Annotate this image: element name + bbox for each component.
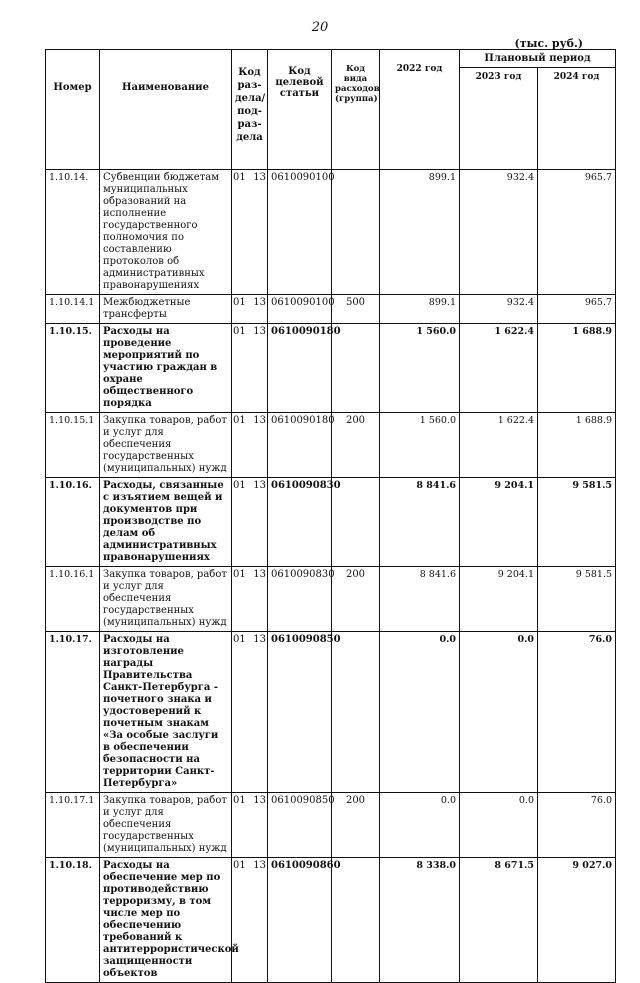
header-razdel: Код раз-дела/ под-раз-дела (232, 50, 268, 170)
row-name: Закупка товаров, работ и услуг для обеспечения государственных (муниципальных) нужд (100, 413, 232, 478)
header-plan-period: Плановый период (460, 50, 616, 68)
row-razdel-code (232, 567, 268, 632)
row-razdel-code (232, 413, 268, 478)
row-target-article: 0610090180 (268, 324, 332, 413)
row-value-2023: 932.4 (460, 170, 538, 295)
row-name: Межбюджетные трансферты (100, 295, 232, 324)
header-year-2022: 2022 год (380, 50, 460, 170)
row-podrazdel: 13 (253, 634, 266, 645)
row-value-2023: 1 622.4 (460, 324, 538, 413)
row-target-article: 0610090830 (268, 567, 332, 632)
row-podrazdel: 13 (253, 172, 266, 183)
table-row (46, 170, 616, 295)
row-number: 1.10.17.1 (46, 793, 100, 858)
header-target-article: Код целевой статьи (268, 50, 332, 170)
header-number: Номер (46, 50, 100, 170)
row-podrazdel: 13 (253, 860, 266, 871)
row-expense-type (332, 858, 380, 983)
row-name: Закупка товаров, работ и услуг для обеспечения государственных (муниципальных) нужд (100, 567, 232, 632)
row-razdel: 01 (233, 326, 246, 337)
table-row (46, 567, 616, 632)
row-target-article: 0610090850 (268, 793, 332, 858)
row-name: Закупка товаров, работ и услуг для обеспечения государственных (муниципальных) нужд (100, 793, 232, 858)
row-value-2024: 965.7 (538, 170, 616, 295)
row-expense-type (332, 170, 380, 295)
row-value-2022: 8 841.6 (380, 478, 460, 567)
row-value-2023: 932.4 (460, 295, 538, 324)
row-number: 1.10.17. (46, 632, 100, 793)
row-expense-type: 500 (332, 295, 380, 324)
row-value-2023: 9 204.1 (460, 567, 538, 632)
header-year-2024: 2024 год (538, 68, 616, 170)
row-razdel: 01 (233, 860, 246, 871)
row-name: Расходы на изготовление награды Правительства Санкт-Петербурга - почетного знака и удостоверений к почетным знакам «За особые заслуги в обеспечении безопасности на территории Санкт-Петербурга» (100, 632, 232, 793)
row-razdel-code (232, 632, 268, 793)
row-name: Субвенции бюджетам муниципальных образований на исполнение государственного полномочия по составлению протоколов об административных правонарушениях (100, 170, 232, 295)
row-value-2023: 9 204.1 (460, 478, 538, 567)
header-name: Наименование (100, 50, 232, 170)
row-target-article: 0610090180 (268, 413, 332, 478)
row-podrazdel: 13 (253, 795, 266, 806)
row-podrazdel: 13 (253, 569, 266, 580)
units-label: (тыс. руб.) (514, 37, 583, 50)
row-razdel-code (232, 295, 268, 324)
budget-table (45, 49, 616, 983)
row-value-2023: 0.0 (460, 793, 538, 858)
row-value-2023: 1 622.4 (460, 413, 538, 478)
row-expense-type (332, 632, 380, 793)
header-year-2023: 2023 год (460, 68, 538, 170)
row-number: 1.10.16. (46, 478, 100, 567)
row-value-2022: 899.1 (380, 295, 460, 324)
row-razdel: 01 (233, 297, 246, 308)
row-razdel-code (232, 793, 268, 858)
table-row (46, 413, 616, 478)
row-podrazdel: 13 (253, 326, 266, 337)
row-name: Расходы на обеспечение мер по противодействию терроризму, в том числе мер по обеспечению требований к антитеррористической защищенности объектов (100, 858, 232, 983)
row-number: 1.10.14. (46, 170, 100, 295)
row-value-2022: 899.1 (380, 170, 460, 295)
row-value-2022: 1 560.0 (380, 413, 460, 478)
row-expense-type: 200 (332, 567, 380, 632)
row-value-2024: 965.7 (538, 295, 616, 324)
row-value-2024: 1 688.9 (538, 413, 616, 478)
row-value-2022: 8 841.6 (380, 567, 460, 632)
table-row (46, 632, 616, 793)
row-razdel: 01 (233, 634, 246, 645)
row-expense-type: 200 (332, 413, 380, 478)
row-number: 1.10.16.1 (46, 567, 100, 632)
row-razdel-code (232, 858, 268, 983)
row-value-2022: 8 338.0 (380, 858, 460, 983)
row-podrazdel: 13 (253, 415, 266, 426)
row-razdel-code (232, 478, 268, 567)
row-razdel: 01 (233, 480, 246, 491)
table-row (46, 478, 616, 567)
row-podrazdel: 13 (253, 480, 266, 491)
row-target-article: 0610090830 (268, 478, 332, 567)
row-number: 1.10.18. (46, 858, 100, 983)
row-razdel: 01 (233, 172, 246, 183)
page-number: 20 (311, 20, 329, 35)
row-target-article: 0610090100 (268, 170, 332, 295)
row-value-2024: 9 581.5 (538, 478, 616, 567)
row-number: 1.10.15. (46, 324, 100, 413)
header-expense-type: Код вида расходов (группа) (332, 50, 380, 170)
row-value-2024: 1 688.9 (538, 324, 616, 413)
table-row (46, 793, 616, 858)
table-row (46, 295, 616, 324)
table-header (46, 50, 616, 170)
row-razdel: 01 (233, 569, 246, 580)
row-razdel-code (232, 170, 268, 295)
table-body (46, 170, 616, 983)
budget-table-container (45, 49, 615, 983)
row-value-2022: 0.0 (380, 632, 460, 793)
row-value-2024: 76.0 (538, 793, 616, 858)
row-number: 1.10.15.1 (46, 413, 100, 478)
row-value-2024: 9 581.5 (538, 567, 616, 632)
row-value-2024: 76.0 (538, 632, 616, 793)
row-razdel: 01 (233, 795, 246, 806)
row-name: Расходы на проведение мероприятий по участию граждан в охране общественного порядка (100, 324, 232, 413)
row-razdel: 01 (233, 415, 246, 426)
row-value-2022: 1 560.0 (380, 324, 460, 413)
row-number: 1.10.14.1 (46, 295, 100, 324)
table-row (46, 858, 616, 983)
row-target-article: 0610090860 (268, 858, 332, 983)
row-value-2022: 0.0 (380, 793, 460, 858)
row-podrazdel: 13 (253, 297, 266, 308)
row-value-2024: 9 027.0 (538, 858, 616, 983)
row-target-article: 0610090100 (268, 295, 332, 324)
row-razdel-code (232, 324, 268, 413)
table-row (46, 324, 616, 413)
row-name: Расходы, связанные с изъятием вещей и документов при производстве по делам об административных правонарушениях (100, 478, 232, 567)
row-value-2023: 8 671.5 (460, 858, 538, 983)
row-value-2023: 0.0 (460, 632, 538, 793)
row-expense-type: 200 (332, 793, 380, 858)
row-target-article: 0610090850 (268, 632, 332, 793)
